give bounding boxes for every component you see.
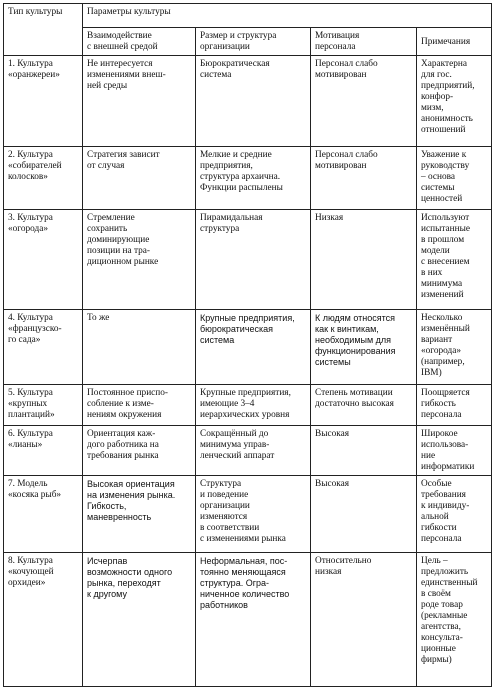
structure-cell: Неформальная, пос- тоянно меняющаяся структура. Огра- ниченное количество работников bbox=[196, 553, 311, 687]
motivation-column-header: Мотивация персонала bbox=[311, 28, 417, 56]
structure-cell: Мелкие и средние предприятия, структура архаична. Функции распылены bbox=[196, 147, 311, 210]
motivation-cell: Низкая bbox=[311, 210, 417, 310]
table-row bbox=[4, 147, 492, 210]
interaction-cell: Постоянное приспо- собление к изме- нениям окружения bbox=[83, 385, 196, 426]
interaction-cell: Исчерпав возможности одного рынка, переходят к другому bbox=[83, 553, 196, 687]
motivation-cell: Персонал слабо мотивирован bbox=[311, 56, 417, 147]
structure-cell: Структура и поведение организации изменяются в соответствии с изменениями рынка bbox=[196, 476, 311, 553]
interaction-cell: Не интересуется изменениями внеш- ней среды bbox=[83, 56, 196, 147]
params-group-header: Параметры культуры bbox=[83, 4, 492, 28]
notes-cell: Широкое использова- ние информатики bbox=[417, 426, 492, 476]
motivation-cell: Персонал слабо мотивирован bbox=[311, 147, 417, 210]
interaction-column-header: Взаимодействие с внешней средой bbox=[83, 28, 196, 56]
table-row bbox=[4, 553, 492, 687]
structure-cell: Сокращённый до минимума управ- ленческий аппарат bbox=[196, 426, 311, 476]
culture-type-cell: 8. Культура «кочующей орхидеи» bbox=[4, 553, 83, 687]
motivation-cell: К людям относятся как к винтикам, необходимым для функционирования системы bbox=[311, 310, 417, 385]
structure-cell: Пирамидальная структура bbox=[196, 210, 311, 310]
table-row bbox=[4, 210, 492, 310]
table-row bbox=[4, 385, 492, 426]
culture-type-cell: 2. Культура «собирателей колосков» bbox=[4, 147, 83, 210]
interaction-cell: Стратегия зависит от случая bbox=[83, 147, 196, 210]
structure-cell: Крупные предприятия, бюрократическая система bbox=[196, 310, 311, 385]
motivation-cell: Высокая bbox=[311, 476, 417, 553]
structure-cell: Крупные предприятия, имеющие 3–4 иерархических уровня bbox=[196, 385, 311, 426]
culture-type-cell: 3. Культура «огорода» bbox=[4, 210, 83, 310]
culture-type-cell: 6. Культура «лианы» bbox=[4, 426, 83, 476]
notes-cell: Цель – предложить единственный в своём роде товар (рекламные агентства, консульта- ционные фирмы) bbox=[417, 553, 492, 687]
notes-column-header: Примечания bbox=[417, 28, 492, 56]
culture-types-table bbox=[3, 3, 492, 687]
notes-cell: Особые требования к индивиду- альной гибкости персонала bbox=[417, 476, 492, 553]
notes-cell: Используют испытанные в прошлом модели с внесением в них минимума изменений bbox=[417, 210, 492, 310]
culture-type-cell: 4. Культура «французско- го сада» bbox=[4, 310, 83, 385]
motivation-cell: Степень мотивации достаточно высокая bbox=[311, 385, 417, 426]
culture-type-cell: 5. Культура «крупных плантаций» bbox=[4, 385, 83, 426]
structure-cell: Бюрократическая система bbox=[196, 56, 311, 147]
motivation-cell: Относительно низкая bbox=[311, 553, 417, 687]
type-column-header: Тип культуры bbox=[4, 4, 83, 56]
header-row-top bbox=[4, 4, 492, 28]
motivation-cell: Высокая bbox=[311, 426, 417, 476]
interaction-cell: Ориентация каж- дого работника на требования рынка bbox=[83, 426, 196, 476]
structure-column-header: Размер и структура организации bbox=[196, 28, 311, 56]
culture-type-cell: 1. Культура «оранжереи» bbox=[4, 56, 83, 147]
table-row bbox=[4, 476, 492, 553]
interaction-cell: Высокая ориентация на изменения рынка. Гибкость, маневренность bbox=[83, 476, 196, 553]
culture-type-cell: 7. Модель «косяка рыб» bbox=[4, 476, 83, 553]
notes-cell: Несколько изменённый вариант «огорода» (например, IBM) bbox=[417, 310, 492, 385]
table-row bbox=[4, 310, 492, 385]
interaction-cell: То же bbox=[83, 310, 196, 385]
table-row bbox=[4, 56, 492, 147]
notes-cell: Уважение к руководству – основа системы ценностей bbox=[417, 147, 492, 210]
notes-cell: Поощряется гибкость персонала bbox=[417, 385, 492, 426]
table-row bbox=[4, 426, 492, 476]
notes-cell: Характерна для гос. предприятий, конфор- мизм, анонимность отношений bbox=[417, 56, 492, 147]
interaction-cell: Стремление сохранить доминирующие позиции на тра- диционном рынке bbox=[83, 210, 196, 310]
